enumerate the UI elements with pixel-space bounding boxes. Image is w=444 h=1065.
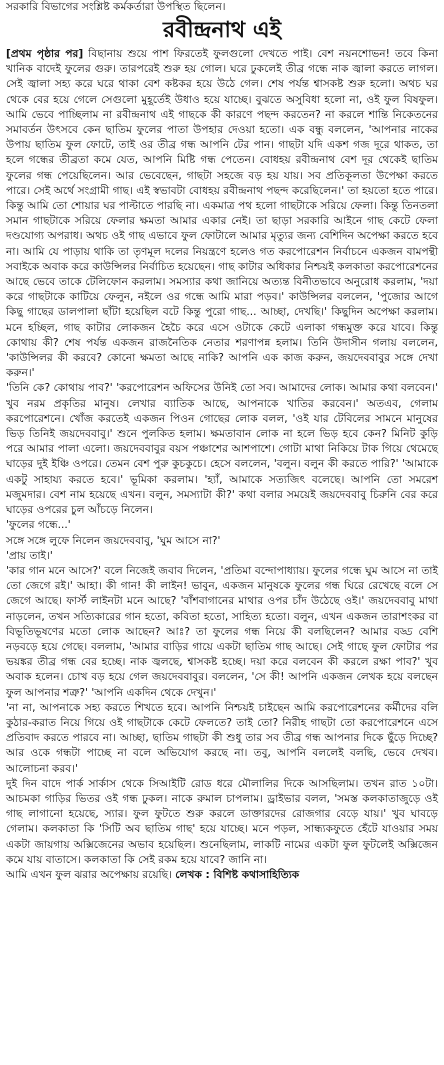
article-paragraph: দুই দিন বাদে পার্ক সার্কাস থেকে সিআইটি রোড ধরে মৌলালির দিকে আসছিলাম। তখন রাত ১০টা। আচমকা গাড়ির ভিতর ওই গন্ধ ঢুকল। নাকে রুমাল চাপলাম। ড্রাইভার বলল, 'সমস্ত কলকাতাজুড়ে ওই গাছ লাগানো হয়েছে, স্যার। ফুল ফুটতে শুরু করলে ডাক্তারদের রোজগার বেড়ে যায়।' খুব ঘাবড়ে গেলাম। কলকাতা কি 'সিটি অব ছাতিম গাছ' হয়ে যাচ্ছে। মনে পড়ল, সান্ধ্যকফুতে হেঁটে যাওয়ার সময় একটা জায়গায় অক্সিজেনের অভাব হয়েছিল। শুনেছিলাম, লাকটি নামের একটা ফুল ফুটলেই অক্সিজেন কমে যায় বাতাসে। কলকাতা কি সেই রকম হয়ে যাবে? জানি না। — [6, 777, 438, 866]
article-body — [6, 47, 438, 883]
article-headline: রবীন্দ্রনাথ এই — [162, 17, 282, 43]
article-paragraph — [6, 47, 438, 381]
closing-line: আমি এখন ফুল ঝরার অপেক্ষায় রয়েছি। — [6, 868, 172, 881]
article-paragraph: সঙ্গে সঙ্গে লুফে নিলেন জয়দেববাবু, 'ঘুম আসে না?' — [6, 534, 221, 547]
author-byline: লেখক : বিশিষ্ট কথাসাহিত্যিক — [175, 868, 300, 881]
paragraph-text: বিছানায় শুয়ে পাশ ফিরতেই ফুলগুলো দেখতে পাই। বেশ নয়নশোভন! তবে কিনা খানিক বাদেই ফুলের গুরু। তারপরেই শুরু হয় গোল। ঘরে ঢুকলেই তীব্র গন্ধে নাক জ্বালা করতে লাগল। সেই জ্বালা সহ্য করে ঘরে থাকা বেশ কষ্টকর হয়ে উঠে গেল। শেষ পর্যন্ত শ্বাসকষ্ট শুরু হলো। অথচ ঘর থেকে বের হয়ে গেলে সেগুলো মুহূর্তেই উধাও হয়ে যাচ্ছে। বুঝতে অসুবিধা হলো না, ওই ফুল বিষফুল। আমি ভেবে পাচ্ছিলাম না রবীন্দ্রনাথ এই গাছকে কী কারণে পছন্দ করতেন? না করলে শান্তি নিকেতনের সমাবর্তন উৎসবে কেন ছাতিম ফুলের পাতা উপহার দেওয়া হতো। এক বন্ধু বললেন, 'আপনার নাকের উপায় ছাতিম ফুল ফোটে, তাই ওর তীব্র গন্ধ আপনি টের পান। গাছটা যদি একশ গজ দূরে থাকত, তা হলে গন্ধের তীব্রতা কমে যেত, আপনি মিষ্টি গন্ধ পেতেন। বোধহয় রবীন্দ্রনাথ বেশ দূর থেকেই ছাতিম ফুলের গন্ধ পেয়েছিলেন। আর ভেবেছেন, গাছটা সহজে বড় হয় যায়। সব প্রতিকূলতা উপেক্ষা করতে পারে। সেই অর্থে সংগ্রামী গাছ। এই স্বভাবটা বোধহয় রবীন্দ্রনাথ পছন্দ করেছিলেন।' তা হয়তো হতে পারে। কিন্তু আমি তো শোয়ার ঘর পাল্টাতে পারছি না। একমাত্র পথ হলো গাছটাকে সরিয়ে ফেলা। কিন্তু তিনতলা সমান গাছটাকে সরিয়ে ফেলার ক্ষমতা আমার একার নেই। তা ছাড়া সরকারি আইনে গাছ কেটে ফেলা দণ্ডযোগ্য অপরাধ। অথচ ওই গাছ এভাবে ফুল ফোটালে আমার মৃত্যুর জন্য বেশিদিন অপেক্ষা করতে হবে না। আমি যে পাড়ায় থাকি তা তৃণমূল দলের নিয়ন্ত্রণে হলেও গত করপোরেশন নির্বাচনে একজন বামপন্থী সবাইকে অবাক করে কাউন্সিলর নির্বাচিত হয়েছেন। গাছ কাটার অধিকার নিশ্চয়ই কলকাতা করপোরেশনের আছে ভেবে তাকে টেলিফোন করলাম। সমস্যার কথা জানিয়ে অত্যন্ত বিনীতভাবে অনুরোধ করলাম, 'দয়া করে গাছটাকে কাটিয়ে ফেলুন, নইলে ওর গন্ধে আমি মারা পড়ব।' কাউন্সিলর বললেন, 'পুজোর আগে কিছু গাছের ডালপালা ছাঁটা হয়েছিল বটে কিন্তু পুরো গাছ... আচ্ছা, দেখছি।' কিছুদিন অপেক্ষা করলাম। মনে হচ্ছিল, গাছ কাটার লোকজন হৈচৈ করে এসে ওটাকে কেটে এলাকা গন্ধমুক্ত করে যাবে। কিন্তু কোথায় কী? শেষ পর্যন্ত একজন রাজনৈতিক নেতার শরণাপন্ন হলাম। তিনি উদাসীন গলায় বললেন, 'কাউন্সিলর কী করবে? কোনো ক্ষমতা আছে নাকি? আপনি এক কাজ করুন, জয়দেববাবুর সঙ্গে দেখা করুন।' — [6, 48, 438, 380]
continued-from-marker: [প্রথম পৃষ্ঠার পর] — [6, 48, 84, 60]
previous-article-tail: সরকারি বিভাগের সংশ্লিষ্ট কর্মকর্তারা উপস্থিত ছিলেন। — [6, 1, 226, 13]
article-paragraph: 'প্রায় তাই।' — [6, 549, 53, 562]
article-paragraph: 'ফুলের গন্ধে...' — [6, 519, 71, 532]
closing-paragraph — [6, 868, 438, 883]
article-paragraph: 'তিনি কে? কোথায় পাব?' 'করপোরেশন অফিসের উনিই তো সব। আমাদের লোক। আমার কথা বলবেন।' খুব নরম প্রকৃতির মানুষ। লেখার ব্যাতিক আছে, আপনাকে খাতির করবেন।' অতএব, গেলাম করপোরেশনে। খোঁজ করতেই একজন পিওন গোছের লোক বলল, 'ওই যার টেবিলের সামনে মানুষের ভিড় তিনিই জয়দেববাবু।' শুনে পুলকিত হলাম। ক্ষমতাবান লোক না হলে ভিড় হবে কেন? মিনিট কুড়ি পরে আমার পালা এলো। জয়দেববাবুর বয়স পঞ্চাশের আশপাশে। গোটা মাথা নিকিয়ে টাক গিয়ে থেমেছে ঘাড়ের দুই ইঞ্চি ওপরে। তেমন বেশ পুরু কুচকুচে। হেসে বললেন, 'বলুন। বলুন কী করতে পারি?' 'আমাকে একটু সাহায্য করতে হবে।' ভূমিকা করলাম। 'হ্যাঁ, আমাকে সত্যজিৎ বলেছে। আপনি তো সমরেশ মজুমদার। বেশ নাম হয়েছে এখন। বলুন, সমস্যাটা কী?' কথা বলার সময়েই জয়দেববাবু চিরুনি বের করে ঘাড়ের ওপরের চুল আঁচড়ে নিলেন। — [6, 382, 438, 517]
page-bottom-edge — [0, 1061, 444, 1065]
article-paragraph: 'কার গান মনে আসে?' বলে নিজেই জবাব দিলেন, 'প্রতিমা বন্দোপাধ্যায়। ফুলের গন্ধে ঘুম আসে না তাই তো জেগে রই।' আহা। কী গান! কী লাইন! ভাবুন, একজন মানুষকে ফুলের গন্ধ ঘিরে রেখেছে বলে সে জেগে আছে। ফার্স্ট লাইনটা মনে আছে? 'বাঁশবাগানের মাথার ওপর চাঁদ উঠেছে ওই।' জয়দেববাবু মাথা নাড়লেন, তখন সত্যিকারের গান হতো, কবিতা হতো, সাহিত্য হতো। বলুন, এখন একজন তারাশংকর বা বিভূতিভূষণের মতো লোক আছেন? আঃ? তা ফুলের গন্ধ নিয়ে কী বলছিলেন? আমার বড্ড বেশি নড়বড়ে হয়ে গেছে। বললাম, 'আমার বাড়ির গায়ে একটা ছাতিম গাছ আছে। সেই গাছে ফুল ফোটার পর ভয়ঙ্কর তীব্র গন্ধ বের হচ্ছে। নাক জ্বলছে, শ্বাসকষ্ট হচ্ছে। দয়া করে বলবেন কী করলে রক্ষা পাব?' খুব অবাক হলেন। চোখ বড় হয়ে গেল জয়দেববাবুর। বললেন, 'সে কী! আপনি একজন লেখক হয়ে বলছেন ফুল আপনার শত্রু?' 'আপনি একদিন থেকে দেখুন।' — [6, 564, 438, 699]
article-paragraph: 'না না, আপনাকে সহ্য করতে শিখতে হবে। আপনি নিশ্চয়ই চাইছেন আমি করপোরেশনের কর্মীদের বলি কুঠার-করাত নিয়ে গিয়ে ওই গাছটাকে কেটে ফেলতে? তাই তো? নিরীহ গাছটা তো করপোরেশনে এসে প্রতিবাদ করতে পারবে না। আচ্ছা, ছাতিম গাছটা কী শুধু তার সব তীব্র গন্ধ আপনার দিকে ছুঁড়ে দিচ্ছে? আর ওকে গন্ধটা পাচ্ছে না বলে অভিযোগ করছে না। তবু, আপনি বললেই বলছি, ভেবে দেখব। আলোচনা করব।' — [6, 701, 438, 775]
